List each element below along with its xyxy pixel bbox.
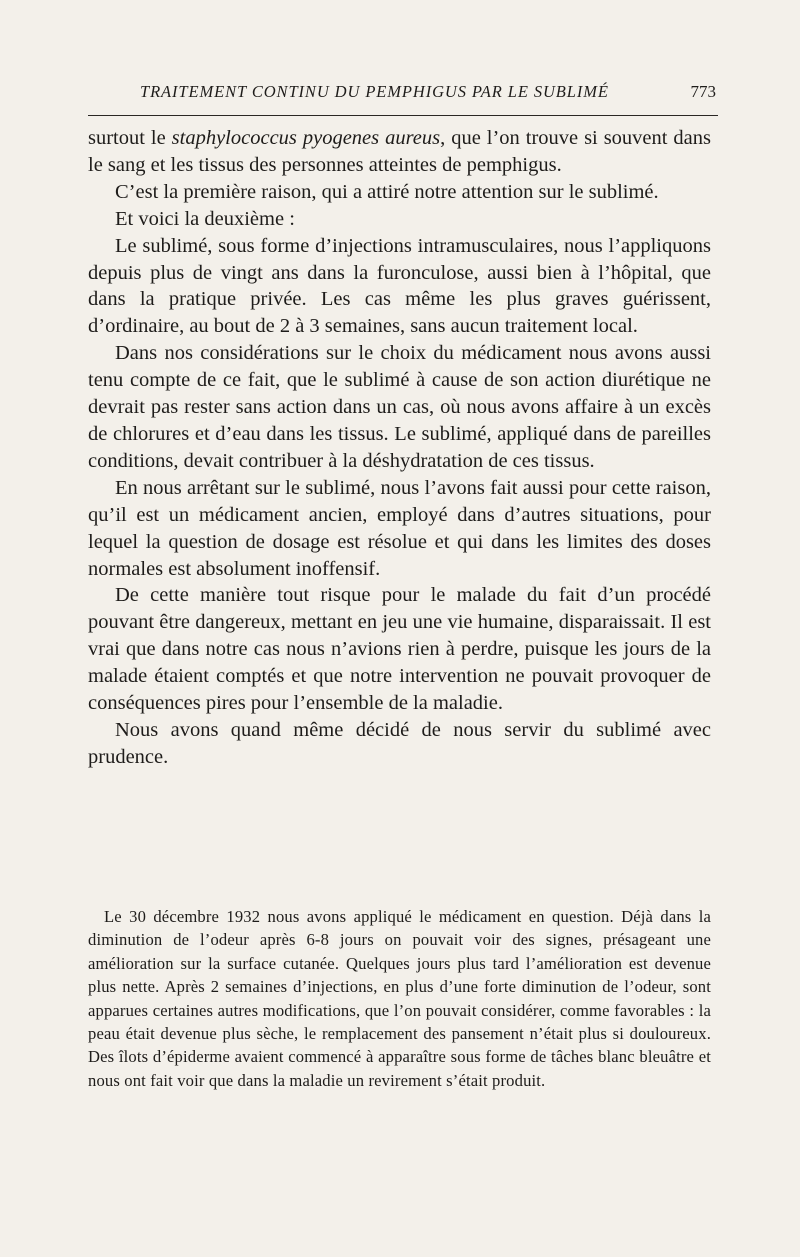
bacterium-name: staphylococcus pyogenes aureus xyxy=(171,127,441,149)
main-text xyxy=(88,125,711,771)
paragraph-6: En nous arrêtant sur le sublimé, nous l’avons fait aussi pour cette raison, qu’il est un médicament ancien, employé dans d’autres situations, pour lequel la question de dosage est résolue et qui dans les limites des doses normales est absolument inoffensif. xyxy=(88,476,711,580)
page-number: 773 xyxy=(690,82,716,101)
paragraph-3: Et voici la deuxième : xyxy=(115,207,295,230)
case-report-paragraph: Le 30 décembre 1932 nous avons appliqué le médicament en question. Déjà dans la diminution de l’odeur après 6-8 jours on pouvait voir des signes, présageant une amélioration sur la surface cutanée. Quelques jours plus tard l’amélioration est devenue plus nette. Après 2 semaines d’injections, en plus d’une forte diminution de l’odeur, sont apparues certaines autres modifications, que l’on pouvait considérer, comme favorables : la peau était devenue plus sèche, le remplacement des pansement n’était plus si douloureux. Des îlots d’épiderme avaient commencé à apparaître sous forme de tâches blanc bleuâtre et nous ont fait voir que dans la maladie un revirement s’était produit. xyxy=(88,907,711,1090)
running-title: TRAITEMENT CONTINU DU PEMPHIGUS PAR LE SUBLIMÉ xyxy=(140,82,609,101)
paragraph-1-end: , que l’on trouve si souvent dans le sang et les tissus des personnes atteintes de pemphigus. xyxy=(88,127,712,176)
paragraph-4: Le sublimé, sous forme d’injections intramusculaires, nous l’appliquons depuis plus de vingt ans dans la furonculose, aussi bien à l’hôpital, que dans la pratique privée. Les cas même les plus graves guérissent, d’ordinaire, au bout de 2 à 3 semaines, sans aucun traitement local. xyxy=(88,234,711,338)
paragraph-1 xyxy=(88,125,711,179)
header-rule xyxy=(88,115,718,116)
case-report-text xyxy=(88,905,711,1092)
paragraph-2: C’est la première raison, qui a attiré notre attention sur le sublimé. xyxy=(115,180,659,203)
paragraph-5: Dans nos considérations sur le choix du médicament nous avons aussi tenu compte de ce fait, que le sublimé à cause de son action diurétique ne devrait pas rester sans action dans un cas, où nous avons affaire à un excès de chlorures et d’eau dans les tissus. Le sublimé, appliqué dans de pareilles conditions, devait contribuer à la déshydratation de ces tissus. xyxy=(88,342,711,472)
paragraph-7: De cette manière tout risque pour le malade du fait d’un procédé pouvant être dangereux, mettant en jeu une vie humaine, disparaissait. Il est vrai que dans notre cas nous n’avions rien à perdre, puisque les jours de la malade étaient comptés et que notre intervention ne pouvait provoquer de conséquences pires pour l’ensemble de la maladie. xyxy=(88,584,711,715)
paragraph-1-start: surtout le xyxy=(88,127,172,149)
paragraph-8: Nous avons quand même décidé de nous servir du sublimé avec prudence. xyxy=(88,718,711,768)
running-head xyxy=(88,82,716,106)
